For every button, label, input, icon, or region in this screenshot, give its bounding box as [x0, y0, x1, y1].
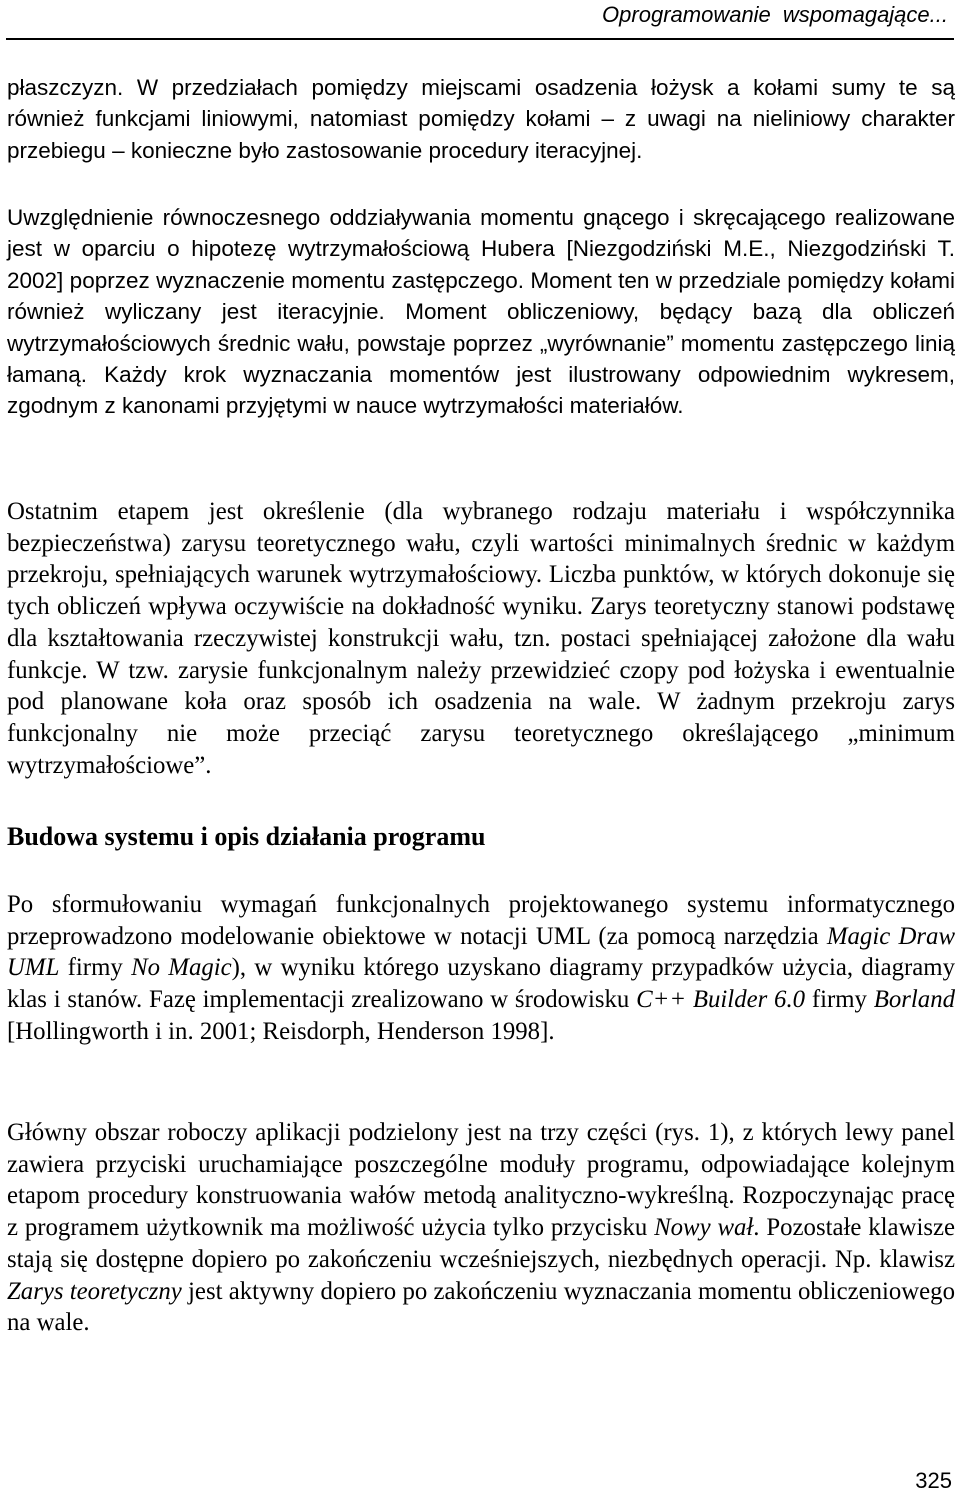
p5-text-1: Główny obszar roboczy aplikacji podzielony jest na trzy części (rys. 1), z których lewy panel zawiera przyciski uruchamiające poszczególne moduły programu, odpowiadające kolejnym etapom procedury konstruowania wałów metodą analityczno-wykreślną. Rozpoczynając pracę z programem użytkownik ma możliwość użycia tylko przycisku: [7, 1119, 955, 1242]
running-header: Oprogramowanie wspomagające...: [602, 2, 948, 27]
paragraph-3: Ostatnim etapem jest określenie (dla wybranego rodzaju materiału i współczynnika bezpieczeństwa) zarysu teoretycznego wału, czyli wartości minimalnych średnic w każdym przekroju, spełniających warunek wytrzymałościowy. Liczba punktów, w których dokonuje się tych obliczeń wpływa oczywiście na dokładność wyniku. Zarys teoretyczny stanowi podstawę dla kształtowania rzeczywistej konstrukcji wału, tzn. postaci spełniającej założone dla wału funkcje. W tzw. zarysie funkcjonalnym należy przewidzieć czopy pod łożyska i ewentualnie pod planowane koła oraz sposób ich osadzenia na wale. W żadnym przekroju zarys funkcjonalny nie może przeciąć zarysu teoretycznego określającego „minimum wytrzymałościowe”.: [7, 498, 955, 779]
p5-italic-zarys-teoretyczny: Zarys teoretyczny: [7, 1277, 182, 1305]
p5-text-3: jest aktywny dopiero po zakończeniu wyznaczania momentu obliczeniowego na wale.: [7, 1277, 955, 1337]
p4-text-2: firmy: [59, 954, 132, 982]
page-number: 325: [915, 1468, 952, 1493]
paragraph-4: [7, 889, 955, 1048]
p4-text-5: [Hollingworth i in. 2001; Reisdorph, Henderson 1998].: [7, 1017, 555, 1045]
p5-italic-nowy-wal: Nowy wał: [654, 1214, 754, 1242]
header-divider: [6, 38, 954, 40]
p4-italic-magic-draw: Magic Draw UML: [7, 922, 955, 982]
paragraph-2: Uwzględnienie równoczesnego oddziaływania momentu gnącego i skręcającego realizowane jest w oparciu o hipotezę wytrzymałościową Hubera [Niezgodziński M.E., Niezgodziński T. 2002] poprzez wyznaczenie momentu zastępczego. Moment ten w przedziale pomiędzy kołami również wyliczany jest iteracyjnie. Moment obliczeniowy, będący bazą dla obliczeń wytrzymałościowych średnic wału, powstaje poprzez „wyrównanie” momentu zastępczego linią łamaną. Każdy krok wyznaczania momentów jest ilustrowany odpowiednim wykresem, zgodnym z kanonami przyjętymi w nauce wytrzymałości materiałów.: [7, 205, 955, 419]
paragraph-5: [7, 1117, 955, 1339]
p4-italic-no-magic: No Magic: [131, 954, 232, 982]
p4-text-3: ), w wyniku którego uzyskano diagramy przypadków użycia, diagramy klas i stanów. Fazę implementacji zrealizowano w środowisku: [7, 954, 955, 1014]
paragraph-1: płaszczyzn. W przedziałach pomiędzy miejscami osadzenia łożysk a kołami sumy te są również funkcjami liniowymi, natomiast pomiędzy kołami – z uwagi na nieliniowy charakter przebiegu – konieczne było zastosowanie procedury iteracyjnej.: [7, 75, 955, 163]
p4-text-1: Po sformułowaniu wymagań funkcjonalnych projektowanego systemu informatycznego przeprowadzono modelowanie obiektowe w notacji UML (za pomocą narzędzia: [7, 891, 955, 950]
p4-italic-borland: Borland: [873, 986, 955, 1014]
p4-text-4: firmy: [805, 986, 874, 1014]
p4-italic-cpp-builder: C++ Builder 6.0: [636, 986, 806, 1014]
p5-text-2: . Pozostałe klawisze stają się dostępne dopiero po zakończeniu wcześniejszych, niezbędnych operacji. Np. klawisz: [7, 1214, 956, 1273]
section-heading: Budowa systemu i opis działania programu: [7, 822, 486, 851]
